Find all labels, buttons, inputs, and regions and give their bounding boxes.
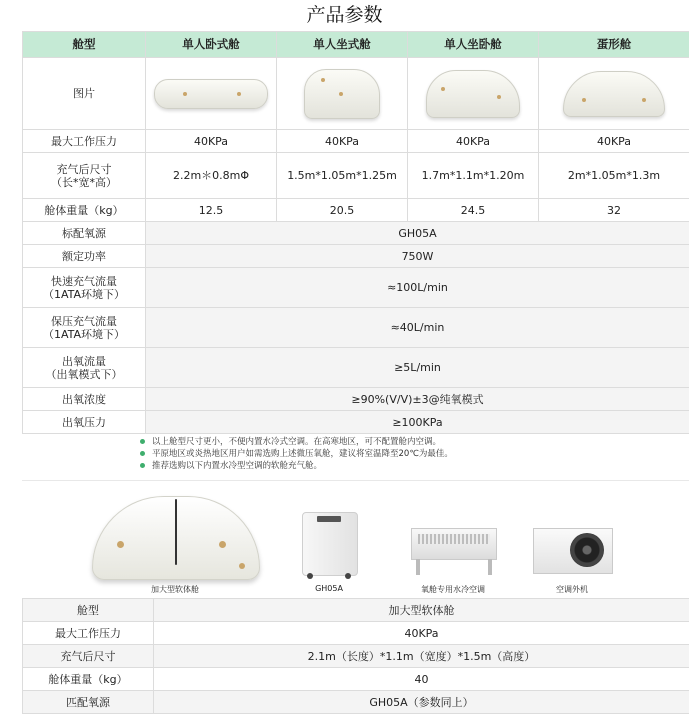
row-label: [23, 153, 146, 199]
horizontal-chamber-image: [154, 79, 268, 109]
ac-outdoor-unit-image: [533, 528, 613, 574]
cell: 加大型软体舱: [154, 599, 689, 622]
header-cell: 舱型: [23, 32, 146, 58]
cell: 40KPa: [408, 130, 539, 153]
bullet-icon: [140, 463, 145, 468]
gh05a-device-image: [302, 512, 358, 576]
fan-icon: [570, 533, 604, 567]
cell: GH05A: [146, 222, 689, 245]
note-item: [140, 460, 685, 472]
cell: 2m*1.05m*1.3m: [539, 153, 689, 199]
header-row: [23, 32, 689, 58]
label-line: （出氧模式下）: [45, 367, 123, 381]
table-row: [23, 668, 689, 691]
row-label: 出氧压力: [23, 411, 146, 434]
table-row: [23, 645, 689, 668]
notes-list: [140, 436, 685, 472]
note-text: 以上舱型尺寸更小，不便内置水冷式空调。在高寒地区，可不配置舱内空调。: [152, 437, 442, 447]
row-label: [23, 308, 146, 348]
cell: 12.5: [146, 199, 277, 222]
cell: 40: [154, 668, 689, 691]
water-cooled-ac-image: [411, 528, 497, 560]
table-row: [23, 308, 689, 348]
row-label: 最大工作压力: [23, 130, 146, 153]
image-cell: [277, 58, 408, 130]
row-label: 舱体重量（kg）: [23, 199, 146, 222]
image-cell: [146, 58, 277, 130]
cell: ≥100KPa: [146, 411, 689, 434]
label-line: （1ATA环境下）: [42, 287, 126, 301]
table-row: [23, 599, 689, 622]
divider: [22, 480, 689, 481]
note-text: 推荐选购以下内置水冷型空调的软舱充气舱。: [152, 461, 323, 471]
sitting-chamber-image: [304, 69, 380, 119]
note-item: [140, 448, 685, 460]
table-row: [23, 268, 689, 308]
zipper-line: [175, 499, 177, 565]
label-line: 充气后尺寸: [56, 162, 112, 176]
note-text: 平原地区或炎热地区用户如需选购上述微压氧舱，建议将室温降至20℃为最佳。: [152, 449, 453, 459]
table-row: [23, 348, 689, 388]
table-row: [23, 245, 689, 268]
row-label: 标配氧源: [23, 222, 146, 245]
spec-table-main: [22, 31, 689, 434]
header-cell: 蛋形舱: [539, 32, 689, 58]
caption: 氧舱专用水冷空调: [421, 585, 485, 594]
cell: 40KPa: [146, 130, 277, 153]
row-label: 额定功率: [23, 245, 146, 268]
label-line: 出氧流量: [62, 354, 106, 368]
caption: GH05A: [315, 584, 343, 593]
table-row: [23, 222, 689, 245]
row-label: 匹配氧源: [23, 691, 154, 714]
row-label: 舱体重量（kg）: [23, 668, 154, 691]
cell: 2.1m（长度）*1.1m（宽度）*1.5m（高度）: [154, 645, 689, 668]
bullet-icon: [140, 439, 145, 444]
table-row: [23, 130, 689, 153]
large-soft-chamber-image: [92, 496, 260, 580]
cell: ≥90%(V/V)±3@纯氧模式: [146, 388, 689, 411]
image-cell: [539, 58, 689, 130]
table-row: [23, 153, 689, 199]
label-line: 快速充气流量: [51, 274, 117, 288]
note-item: [140, 436, 685, 448]
sit-lie-chamber-image: [426, 70, 520, 118]
bullet-icon: [140, 451, 145, 456]
table-row: [23, 411, 689, 434]
spec-table-large-chamber: [22, 598, 689, 714]
cell: 1.7m*1.1m*1.20m: [408, 153, 539, 199]
label-line: （长*宽*高）: [51, 175, 117, 189]
cell: 40KPa: [277, 130, 408, 153]
egg-chamber-image: [563, 71, 665, 117]
table-row: [23, 691, 689, 714]
row-label: 最大工作压力: [23, 622, 154, 645]
cell: 2.2m＊0.8mΦ: [146, 153, 277, 199]
cell: 40KPa: [154, 622, 689, 645]
table-row: [23, 622, 689, 645]
cell: ≈100L/min: [146, 268, 689, 308]
row-label: 舱型: [23, 599, 154, 622]
cell: 40KPa: [539, 130, 689, 153]
label-line: 保压充气流量: [51, 314, 117, 328]
row-label: 充气后尺寸: [23, 645, 154, 668]
row-label: 出氧浓度: [23, 388, 146, 411]
table-row: [23, 199, 689, 222]
cell: GH05A（参数同上）: [154, 691, 689, 714]
caption: 加大型软体舱: [151, 585, 199, 594]
row-label: [23, 268, 146, 308]
table-row-image: [23, 58, 689, 130]
cell: 1.5m*1.05m*1.25m: [277, 153, 408, 199]
cell: 750W: [146, 245, 689, 268]
cell: 32: [539, 199, 689, 222]
row-label: [23, 348, 146, 388]
table-row: [23, 388, 689, 411]
label-line: （1ATA环境下）: [42, 327, 126, 341]
cell: ≥5L/min: [146, 348, 689, 388]
cell: 24.5: [408, 199, 539, 222]
cell: ≈40L/min: [146, 308, 689, 348]
page-title: 产品参数: [306, 4, 383, 26]
image-cell: [408, 58, 539, 130]
header-cell: 单人坐卧舱: [408, 32, 539, 58]
cell: 20.5: [277, 199, 408, 222]
caption: 空调外机: [556, 585, 588, 594]
header-cell: 单人坐式舱: [277, 32, 408, 58]
header-cell: 单人卧式舱: [146, 32, 277, 58]
row-label: 图片: [23, 58, 146, 130]
